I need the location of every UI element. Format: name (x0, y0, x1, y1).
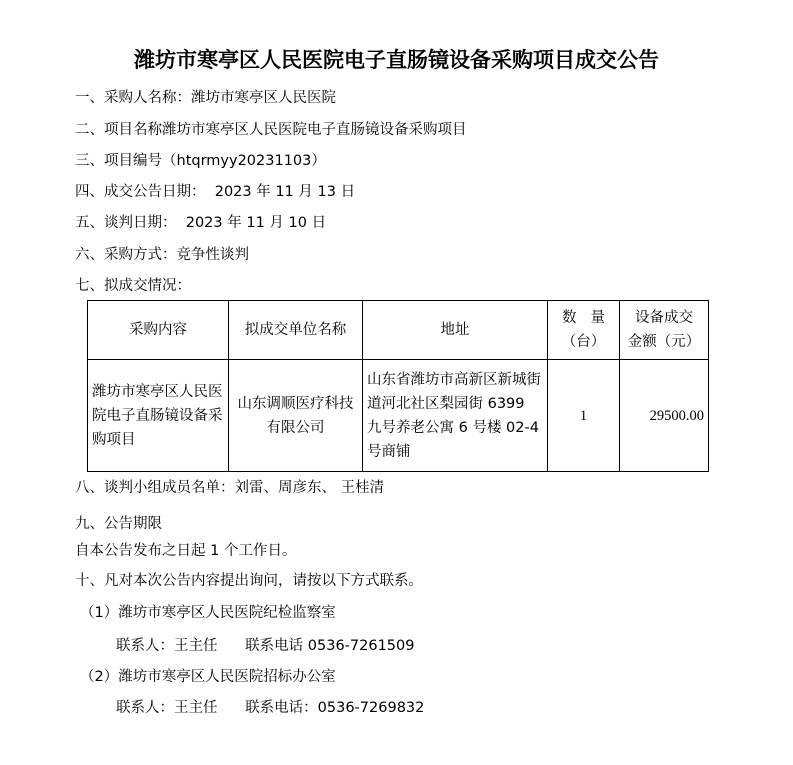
table-row (88, 360, 709, 472)
contact-heading: 十、凡对本次公告内容提出询问，请按以下方式联系。 (75, 573, 423, 589)
cell-quantity: 1 (548, 360, 620, 472)
cell-supplier: 山东调顺医疗科技有限公司 (229, 360, 363, 472)
panel-members-line: 八、谈判小组成员名单：刘雷、周彦东、 王桂清 (75, 480, 385, 496)
project-number-line: 三、项目编号（htqrmyy20231103） (75, 153, 326, 169)
project-name-line: 二、项目名称潍坊市寒亭区人民医院电子直肠镜设备采购项目 (75, 122, 467, 138)
header-content: 采购内容 (88, 301, 229, 360)
contact2-org: （2）潍坊市寒亭区人民医院招标办公室 (80, 669, 336, 685)
contact2-person: 联系人：王主任 联系电话：0536-7269832 (116, 700, 425, 716)
contact1-org: （1）潍坊市寒亭区人民医院纪检监察室 (80, 605, 336, 621)
award-heading: 七、拟成交情况： (75, 278, 191, 294)
negotiation-date-line: 五、谈判日期： 2023 年 11 月 10 日 (75, 215, 327, 231)
header-address: 地址 (363, 301, 548, 360)
header-amount: 设备成交 金额（元） (620, 301, 709, 360)
cell-content: 潍坊市寒亭区人民医院电子直肠镜设备采购项目 (88, 360, 229, 472)
document-title: 潍坊市寒亭区人民医院电子直肠镜设备采购项目成交公告 (134, 48, 659, 72)
header-supplier: 拟成交单位名称 (229, 301, 363, 360)
cell-address: 山东省潍坊市高新区新城街道河北社区梨园街 6399 九号养老公寓 6 号楼 02-4 号商铺 (363, 360, 548, 472)
cell-amount: 29500.00 (620, 360, 709, 472)
table-header-row (88, 301, 709, 360)
procurement-method-line: 六、采购方式：竞争性谈判 (75, 247, 249, 263)
period-text: 自本公告发布之日起 1 个工作日。 (75, 543, 297, 559)
period-heading: 九、公告期限 (75, 516, 162, 532)
purchaser-line: 一、采购人名称：潍坊市寒亭区人民医院 (75, 90, 336, 106)
contact1-person: 联系人：王主任 联系电话 0536-7261509 (116, 638, 415, 654)
award-table (87, 300, 709, 472)
announce-date-line: 四、成交公告日期： 2023 年 11 月 13 日 (75, 184, 356, 200)
header-quantity: 数 量 （台） (548, 301, 620, 360)
